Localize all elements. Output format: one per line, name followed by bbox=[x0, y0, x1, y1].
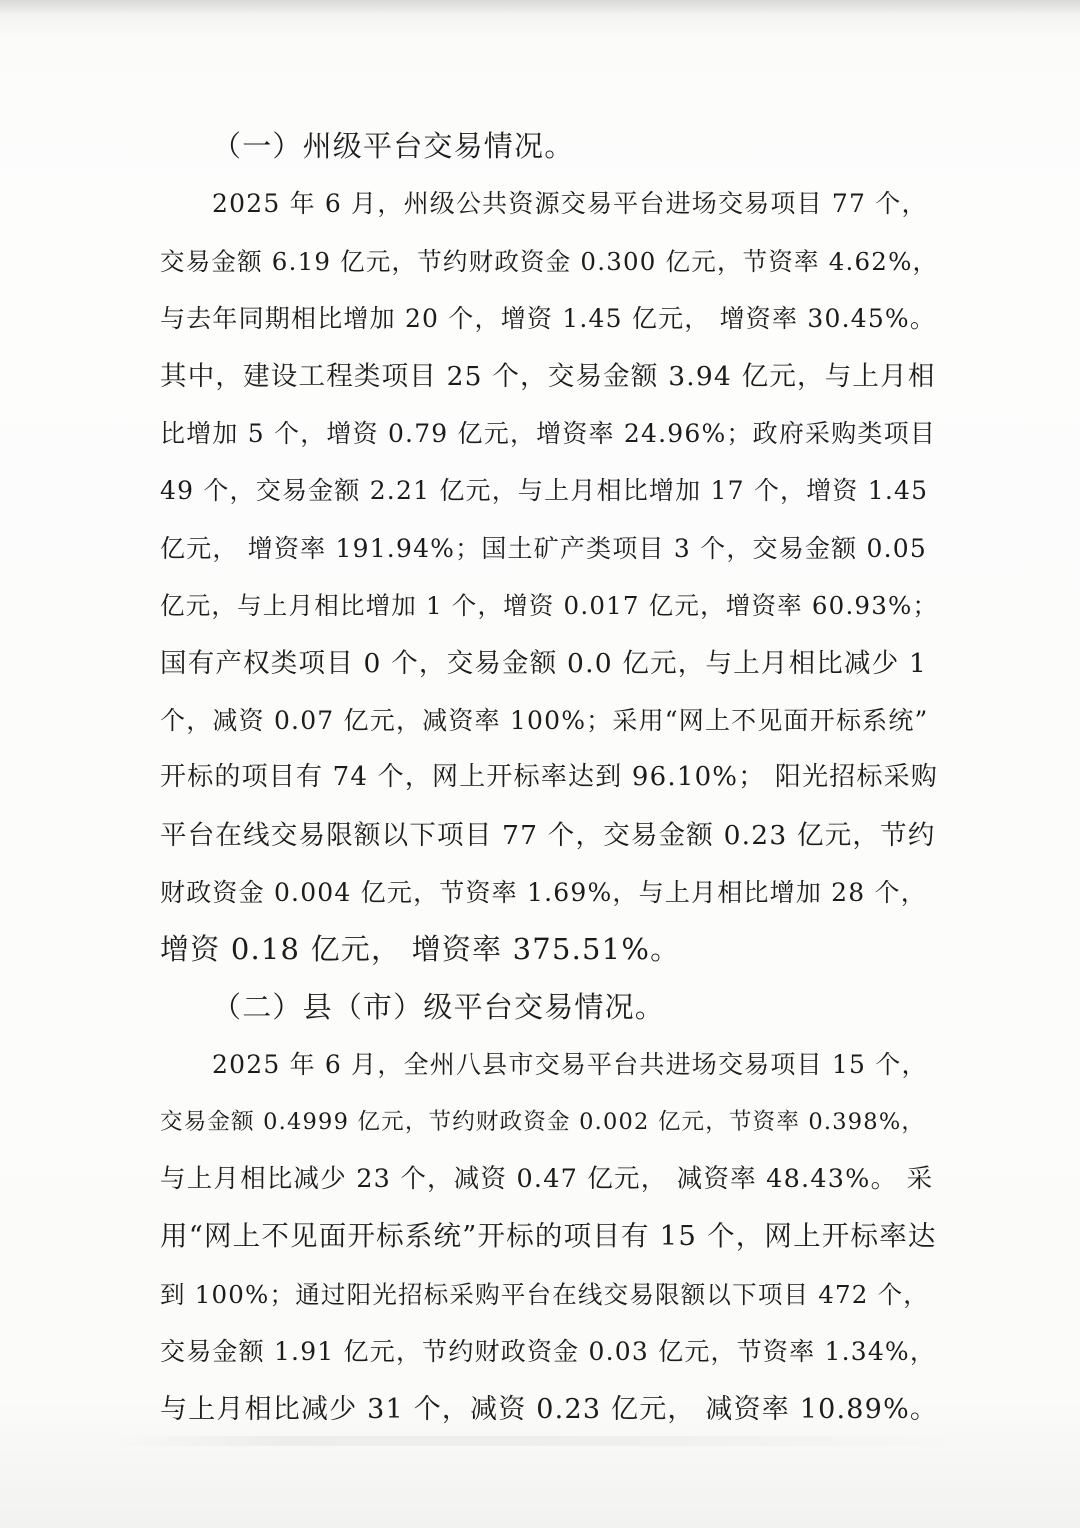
section2-line: 2025 年 6 月，全州八县市交易平台共进场交易项目 15 个， bbox=[212, 1050, 928, 1080]
document-body bbox=[160, 118, 940, 1438]
section1-line: 亿元，与上月相比增加 1 个，增资 0.017 亿元，增资率 60.93%； bbox=[160, 591, 939, 621]
section2-line: 用“网上不见面开标系统”开标的项目有 15 个，网上开标率达 bbox=[160, 1220, 937, 1253]
section1-line: 比增加 5 个，增资 0.79 亿元，增资率 24.96%；政府采购类项目 bbox=[160, 418, 937, 448]
section2-line: 到 100%；通过阳光招标采购平台在线交易限额以下项目 472 个， bbox=[160, 1279, 929, 1309]
section1-line: 与去年同期相比增加 20 个，增资 1.45 亿元， 增资率 30.45%。 bbox=[160, 304, 937, 334]
section1-line: 其中，建设工程类项目 25 个，交易金额 3.94 亿元，与上月相 bbox=[160, 360, 936, 392]
section1-line: 交易金额 6.19 亿元，节约财政资金 0.300 亿元，节资率 4.62%， bbox=[160, 246, 939, 276]
section1-line: 2025 年 6 月，州级公共资源交易平台进场交易项目 77 个， bbox=[212, 189, 928, 219]
section2-line: 与上月相比减少 31 个，减资 0.23 亿元， 减资率 10.89%。 bbox=[160, 1393, 939, 1425]
section2-line: 交易金额 0.4999 亿元，节约财政资金 0.002 亿元，节资率 0.398%， bbox=[160, 1108, 926, 1135]
section2-heading: （二）县（市）级平台交易情况。 bbox=[212, 989, 666, 1024]
section1-line: 亿元， 增资率 191.94%；国土矿产类项目 3 个，交易金额 0.05 bbox=[160, 533, 927, 563]
scan-top-shadow bbox=[0, 0, 1080, 14]
section1-line: 个，减资 0.07 亿元，减资率 100%；采用“网上不见面开标系统” bbox=[160, 705, 929, 735]
section1-line: 国有产权类项目 0 个，交易金额 0.0 亿元，与上月相比减少 1 bbox=[160, 647, 928, 679]
section1-line: 增资 0.18 亿元， 增资率 375.51%。 bbox=[160, 932, 681, 967]
section1-line: 开标的项目有 74 个，网上开标率达到 96.10%； 阳光招标采购 bbox=[160, 762, 939, 793]
section1-heading: （一）州级平台交易情况。 bbox=[212, 129, 575, 163]
section1-line: 49 个，交易金额 2.21 亿元，与上月相比增加 17 个，增资 1.45 bbox=[160, 476, 929, 506]
section2-line: 与上月相比减少 23 个，减资 0.47 亿元， 减资率 48.43%。 采 bbox=[160, 1164, 934, 1195]
section1-line: 平台在线交易限额以下项目 77 个，交易金额 0.23 亿元，节约 bbox=[160, 819, 936, 851]
section1-line: 财政资金 0.004 亿元，节资率 1.69%，与上月相比增加 28 个， bbox=[160, 878, 927, 908]
section2-line: 交易金额 1.91 亿元，节约财政资金 0.03 亿元，节资率 1.34%， bbox=[160, 1337, 937, 1367]
